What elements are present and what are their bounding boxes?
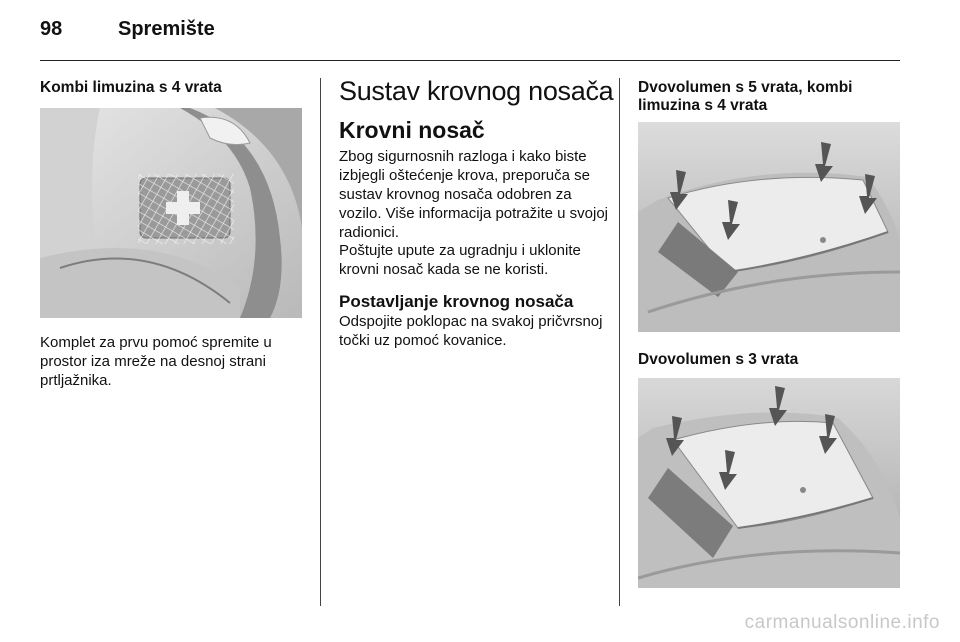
column1-heading: Kombi limuzina s 4 vrata	[40, 79, 222, 96]
page-number: 98	[40, 18, 63, 40]
watermark-text: carmanualsonline.info	[744, 612, 940, 633]
column-divider-2	[619, 78, 620, 606]
section-title: Spremište	[118, 18, 215, 40]
paragraph-installation: Odspojite poklopac na svakoj pričvrsnoj točki uz pomoć kovanice.	[339, 313, 603, 349]
column1-text: Komplet za prvu pomoć spremite u prostor iza mreže na desnoj strani prtljažnika.	[40, 334, 272, 389]
chapter-title: Sustav krovnog nosača	[339, 76, 614, 106]
header-divider	[40, 60, 900, 61]
installation-heading: Postavljanje krovnog nosača	[339, 292, 574, 311]
column3-heading-2: Dvovolumen s 3 vrata	[638, 351, 799, 368]
paragraph-safety: Zbog sigurnosnih razloga i kako biste izbjegli oštećenje krova, preporuča se sustav krovnog nosača odobren za vozilo. Više informacija potražite u svojoj radionici.	[339, 148, 609, 241]
first-aid-kit-illustration	[40, 108, 302, 318]
column-divider-1	[320, 78, 321, 606]
roof-3door-illustration	[638, 378, 900, 588]
column3-heading-1: Dvovolumen s 5 vrata, kombi limuzina s 4 vrata	[638, 79, 853, 114]
subsection-title: Krovni nosač	[339, 117, 485, 143]
paragraph-instructions: Poštujte upute za ugradnju i uklonite krovni nosač kada se ne koristi.	[339, 242, 581, 278]
roof-5door-illustration	[638, 122, 900, 332]
